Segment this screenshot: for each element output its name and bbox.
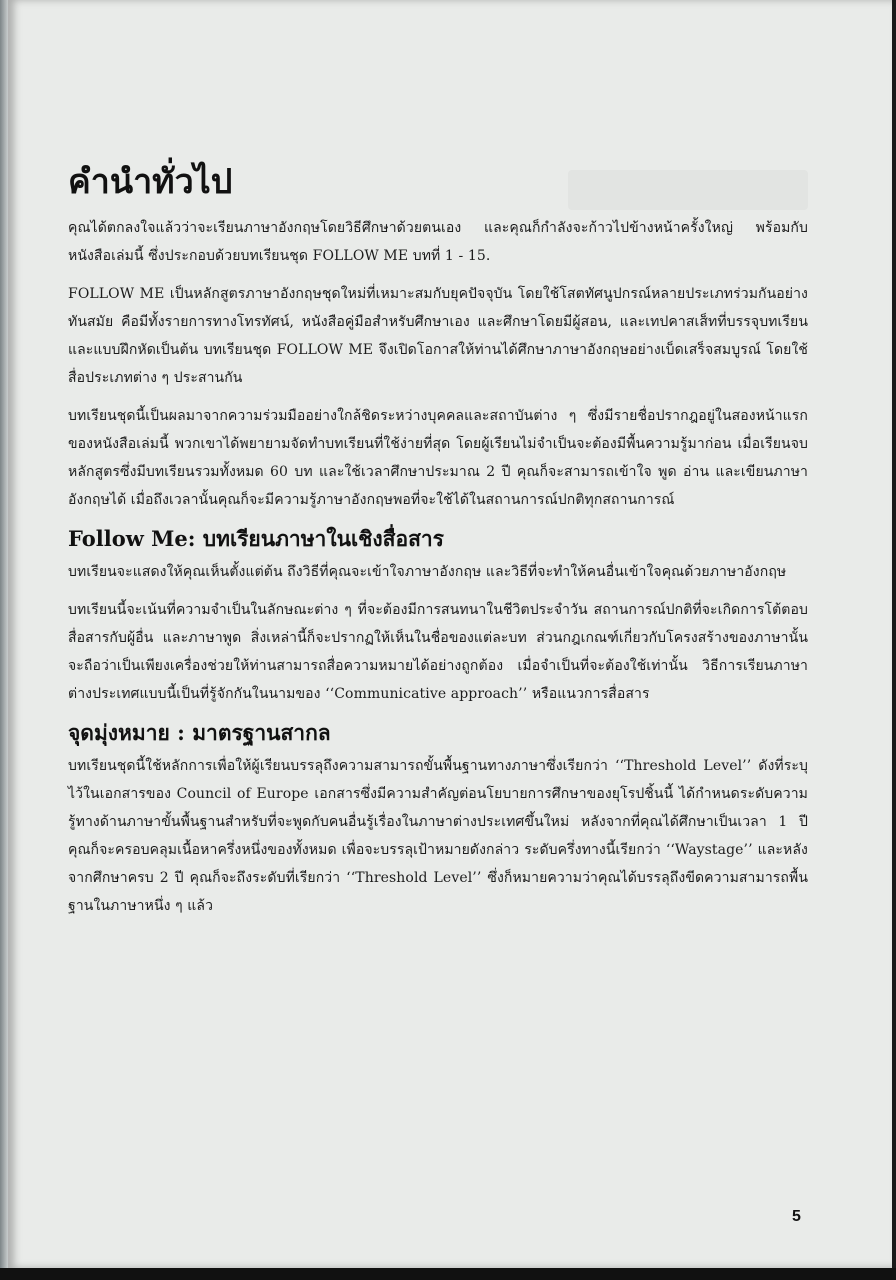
bottom-edge bbox=[0, 1268, 896, 1280]
page-number: 5 bbox=[792, 1208, 801, 1225]
section1-paragraph-2: บทเรียนนี้จะเน้นที่ความจำเป็นในลักษณะต่าง ๆ ที่จะต้องมีการสนทนาในชีวิตประจำวัน สถานการณ์ปกติที่จะเกิดการโต้ตอบสื่อสารกับผู้อื่น และภาษาพูด สิ่งเหล่านี้ก็จะปรากฏให้เห็นในชื่อของแต่ละบท ส่วนกฎเกณฑ์เกี่ยวกับโครงสร้างของภาษานั้นจะถือว่าเป็นเพียงเครื่องช่วยให้ท่านสามารถสื่อความหมายได้อย่างถูกต้อง เมื่อจำเป็นที่จะต้องใช้เท่านั้น วิธีการเรียนภาษาต่างประเทศแบบนี้เป็นที่รู้จักกันในนามของ ‘‘Communicative approach’’ หรือแนวการสื่อสาร bbox=[68, 602, 808, 702]
section1-paragraph-1: บทเรียนจะแสดงให้คุณเห็นตั้งแต่ต้น ถึงวิธีที่คุณจะเข้าใจภาษาอังกฤษ และวิธีที่จะทำให้คนอื่นเข้าใจคุณด้วยภาษาอังกฤษ bbox=[68, 564, 787, 580]
section-heading-objective: จุดมุ่งหมาย : มาตรฐานสากล bbox=[68, 720, 331, 745]
section-heading-communicative: Follow Me: บทเรียนภาษาในเชิงสื่อสาร bbox=[68, 526, 444, 551]
intro-paragraph-2: FOLLOW ME เป็นหลักสูตรภาษาอังกฤษชุดใหม่ที่เหมาะสมกับยุคปัจจุบัน โดยใช้โสตทัศนูปกรณ์หลายประเภทร่วมกันอย่างทันสมัย คือมีทั้งรายการทางโทรทัศน์, หนังสือคู่มือสำหรับศึกษาเอง และศึกษาโดยมีผู้สอน, และเทปคาสเส็ทที่บรรจุบทเรียนและแบบฝึกหัดเป็นต้น บทเรียนชุด FOLLOW ME จึงเปิดโอกาสให้ท่านได้ศึกษาภาษาอังกฤษอย่างเบ็ดเสร็จสมบูรณ์ โดยใช้สื่อประเภทต่าง ๆ ประสานกัน bbox=[68, 286, 808, 386]
intro-paragraph-1: คุณได้ตกลงใจแล้วว่าจะเรียนภาษาอังกฤษโดยวิธีศึกษาด้วยตนเอง และคุณก็กำลังจะก้าวไปข้างหน้าครั้งใหญ่ พร้อมกับหนังสือเล่มนี้ ซึ่งประกอบด้วยบทเรียนชุด FOLLOW ME บทที่ 1 - 15. bbox=[68, 220, 808, 264]
page-heading: คำนำทั่วไป bbox=[68, 162, 233, 202]
intro-paragraph-3: บทเรียนชุดนี้เป็นผลมาจากความร่วมมืออย่างใกล้ชิดระหว่างบุคคลและสถาบันต่าง ๆ ซึ่งมีรายชื่อปรากฎอยู่ในสองหน้าแรกของหนังสือเล่มนี้ พวกเขาได้พยายามจัดทำบทเรียนที่ใช้ง่ายที่สุด โดยผู้เรียนไม่จำเป็นจะต้องมีพื้นความรู้มาก่อน เมื่อเรียนจบหลักสูตรซึ่งมีบทเรียนรวมทั้งหมด 60 บท และใช้เวลาศึกษาประมาณ 2 ปี คุณก็จะสามารถเข้าใจ พูด อ่าน และเขียนภาษาอังกฤษได้ เมื่อถึงเวลานั้นคุณก็จะมีความรู้ภาษาอังกฤษพอที่จะใช้ได้ในสถานการณ์ปกติทุกสถานการณ์ bbox=[68, 408, 808, 508]
page-content bbox=[68, 160, 808, 930]
book-spine bbox=[0, 0, 8, 1280]
section2-paragraph-1: บทเรียนชุดนี้ใช้หลักการเพื่อให้ผู้เรียนบรรลุถึงความสามารถขั้นพื้นฐานทางภาษาซึ่งเรียกว่า ‘‘Threshold Level’’ ดังที่ระบุไว้ในเอกสารของ Council of Europe เอกสารซึ่งมีความสำคัญต่อนโยบายการศึกษาของยุโรปชิ้นนี้ ได้กำหนดระดับความรู้ทางด้านภาษาขั้นพื้นฐานสำหรับที่จะพูดกับคนอื่นรู้เรื่องในภาษาต่างประเทศขึ้นใหม่ หลังจากที่คุณได้ศึกษาเป็นเวลา 1 ปี คุณก็จะครอบคลุมเนื้อหาครึ่งหนึ่งของทั้งหมด เพื่อจะบรรลุเป้าหมายดังกล่าว ระดับครึ่งทางนี้เรียกว่า ‘‘Waystage’’ และหลังจากศึกษาครบ 2 ปี คุณก็จะถึงระดับที่เรียกว่า ‘‘Threshold Level’’ ซึ่งก็หมายความว่าคุณได้บรรลุถึงขีดความสามารถพื้นฐานในภาษาหนึ่ง ๆ แล้ว bbox=[68, 758, 808, 914]
